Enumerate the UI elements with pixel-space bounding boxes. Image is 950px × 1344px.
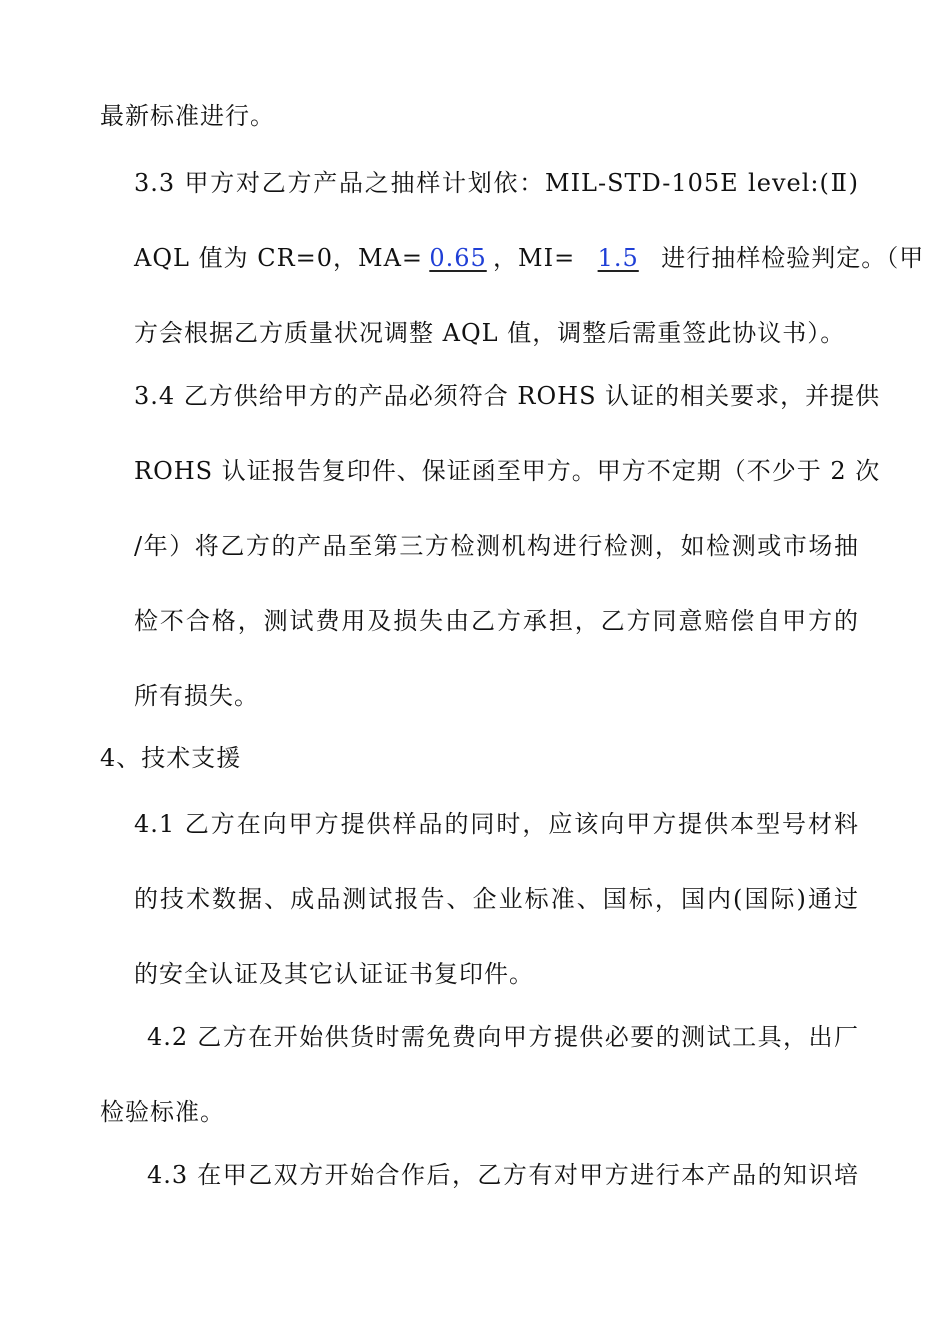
- text-line-3: [134, 243, 925, 273]
- text-line-6: ROHS 认证报告复印件、保证函至甲方。甲方不定期（不少于 2 次: [134, 457, 881, 485]
- mi-value: 1.5: [597, 244, 639, 272]
- aql-prefix: AQL 值为 CR=0，MA=: [134, 244, 424, 272]
- text-line-5: 3.4 乙方供给甲方的产品必须符合 ROHS 认证的相关要求，并提供: [134, 382, 881, 410]
- text-line-1: 最新标准进行。: [100, 102, 275, 130]
- text-line-7: /年）将乙方的产品至第三方检测机构进行检测，如检测或市场抽: [134, 532, 859, 560]
- text-line-4: 方会根据乙方质量状况调整 AQL 值，调整后需重签此协议书）。: [134, 319, 846, 347]
- section-heading-4: 4、技术支援: [100, 744, 242, 772]
- text-line-16: 4.3 在甲乙双方开始合作后，乙方有对甲方进行本产品的知识培: [147, 1161, 859, 1189]
- aql-suffix: 进行抽样检验判定。（甲: [661, 244, 925, 272]
- text-line-13: 的安全认证及其它认证证书复印件。: [134, 960, 534, 988]
- text-line-14: 4.2 乙方在开始供货时需免费向甲方提供必要的测试工具，出厂: [147, 1023, 859, 1051]
- text-line-12: 的技术数据、成品测试报告、企业标准、国标，国内(国际)通过: [134, 885, 859, 913]
- text-line-2: 3.3 甲方对乙方产品之抽样计划依：MIL-STD-105E level:(Ⅱ): [134, 169, 859, 197]
- text-line-15: 检验标准。: [100, 1098, 225, 1126]
- mi-prefix: ，MI=: [493, 244, 576, 272]
- text-line-8: 检不合格，测试费用及损失由乙方承担，乙方同意赔偿自甲方的: [134, 607, 859, 635]
- text-line-9: 所有损失。: [134, 682, 259, 710]
- ma-value: 0.65: [429, 244, 487, 272]
- text-line-11: 4.1 乙方在向甲方提供样品的同时，应该向甲方提供本型号材料: [134, 810, 859, 838]
